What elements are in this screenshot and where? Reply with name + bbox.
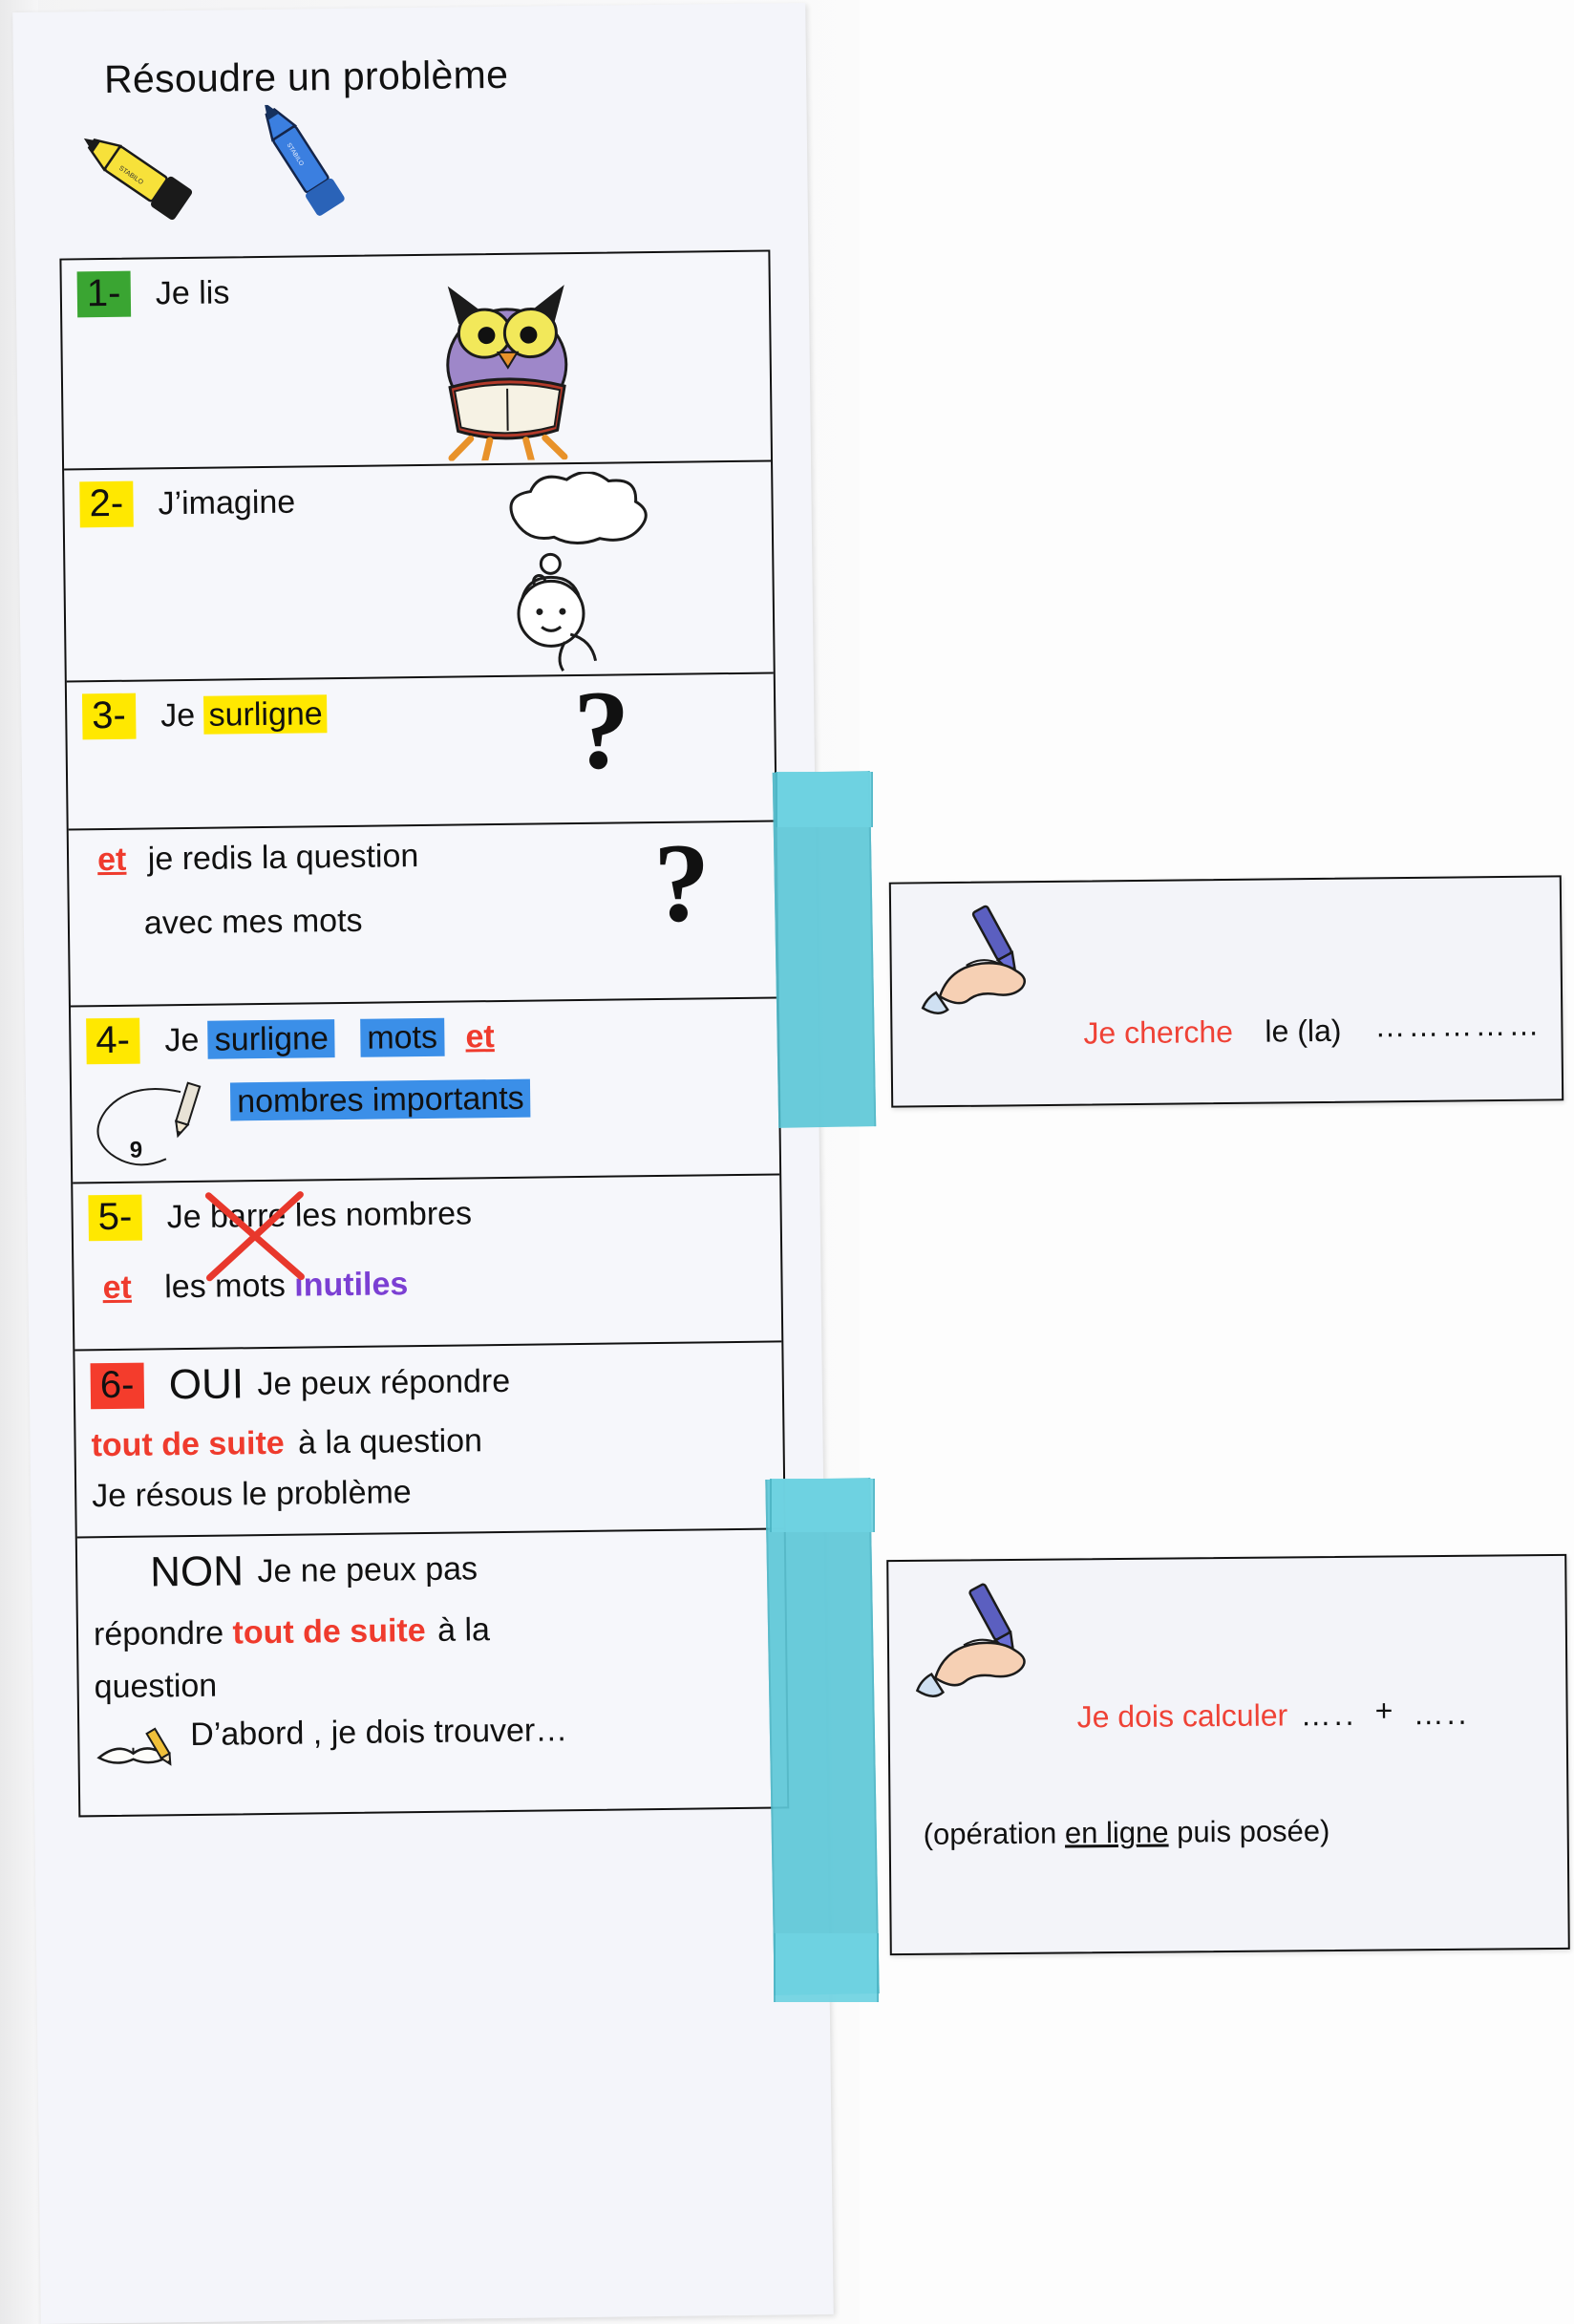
strip-2-dots-2: …..	[1413, 1695, 1470, 1732]
step-label-4-highlight-3: nombres importants	[230, 1079, 531, 1121]
step-number-6: 6-	[91, 1363, 144, 1410]
tape-bottom-fold	[770, 1479, 875, 1532]
pencil-circle-nine-icon	[85, 1077, 229, 1173]
connector-et-1: et	[96, 841, 127, 879]
svg-text:STABILO: STABILO	[285, 141, 306, 168]
strip-2-note	[924, 1814, 1330, 1852]
connector-et-3: et	[102, 1269, 133, 1307]
step-row-2	[64, 461, 774, 682]
step-label-6-part1: Je peux répondre	[257, 1362, 511, 1402]
step-number-1: 1-	[77, 271, 131, 318]
step-label-4-prefix: Je	[164, 1021, 209, 1058]
step-row-6	[74, 1342, 783, 1538]
step-number-4: 4-	[86, 1018, 139, 1065]
book-and-pencil-icon	[95, 1715, 187, 1771]
svg-text:STABILO: STABILO	[117, 164, 144, 186]
problem-solving-poster	[12, 3, 834, 2324]
step-label-1: Je lis	[155, 273, 230, 311]
red-cross-out-icon	[197, 1184, 312, 1290]
answer-non: NON	[149, 1547, 245, 1596]
step-row-3	[67, 667, 776, 830]
strip-2-note-after: puis posée)	[1168, 1814, 1330, 1849]
blue-highlighter-icon	[222, 104, 376, 225]
strip-2-note-before: (opération	[923, 1816, 1066, 1851]
yellow-highlighter-icon	[67, 125, 211, 232]
step-label-7-part2-after: à la	[436, 1611, 491, 1649]
step-label-7-part4: D’abord , je dois trouver…	[190, 1712, 568, 1754]
tape-bottom	[765, 1478, 879, 1995]
strip-je-cherche	[889, 875, 1563, 1107]
pencil-icon-label: 9	[129, 1137, 143, 1163]
step-label-3b-line2: avec mes mots	[143, 902, 363, 942]
tape-bottom-fold-2	[774, 1933, 879, 2002]
hand-writing-pen-icon	[918, 904, 1081, 1020]
step-label-4-highlight-2: mots	[360, 1017, 444, 1056]
strip-2-dots-1: …..	[1300, 1696, 1357, 1733]
step-number-2: 2-	[79, 481, 133, 528]
step-row-7	[77, 1529, 787, 1815]
step-label-5: Je barre les nombres	[166, 1194, 473, 1235]
step-label-7-part1: Je ne peux pas	[257, 1549, 479, 1589]
question-mark-icon: ?	[572, 667, 631, 794]
hand-writing-pen-icon-2	[911, 1581, 1084, 1705]
steps-table	[59, 249, 789, 1817]
step-row-5	[73, 1175, 781, 1351]
connector-et-2: et	[465, 1017, 495, 1055]
step-label-6-emph: tout de suite	[91, 1424, 285, 1464]
step-label-5-emph: inutiles	[294, 1266, 409, 1304]
answer-oui: OUI	[168, 1360, 245, 1409]
step-label-7-part3: question	[94, 1667, 218, 1706]
strip-2-note-underlined: en ligne	[1064, 1815, 1169, 1850]
step-row-4	[71, 998, 779, 1183]
strip-2-red-text: Je dois calculer	[1076, 1697, 1288, 1735]
step-number-3: 3-	[82, 693, 136, 740]
step-label-7-part2-before: répondre	[93, 1614, 233, 1653]
step-label-5-line2: les mots	[164, 1267, 295, 1306]
step-label-3b: je redis la question	[147, 838, 419, 878]
question-mark-icon-2: ?	[652, 820, 712, 947]
tape-top-fold	[776, 772, 873, 827]
thinking-child-thought-bubble-icon	[475, 471, 678, 674]
strip-1-red-text: Je cherche	[1083, 1013, 1234, 1051]
strip-je-dois-calculer	[886, 1554, 1570, 1955]
step-label-6-part3: Je résous le problème	[91, 1474, 412, 1515]
owl-reading-book-icon	[406, 264, 608, 462]
step-label-2: J’imagine	[158, 483, 296, 522]
page-title: Résoudre un problème	[103, 52, 509, 101]
step-label-4-highlight-1: surligne	[208, 1019, 336, 1059]
step-label-7-emph: tout de suite	[232, 1612, 426, 1652]
step-label-3-prefix: Je	[160, 696, 204, 734]
step-number-5: 5-	[88, 1195, 141, 1242]
strip-2-operator: +	[1374, 1693, 1393, 1728]
strip-1-dots: ……………	[1374, 1007, 1542, 1044]
step-label-3-highlight: surligne	[203, 694, 328, 735]
step-row-1	[61, 252, 771, 471]
step-label-6-part2: à la question	[297, 1422, 483, 1461]
step-row-3b	[69, 821, 777, 1007]
strip-1-text: le (la)	[1265, 1013, 1342, 1049]
